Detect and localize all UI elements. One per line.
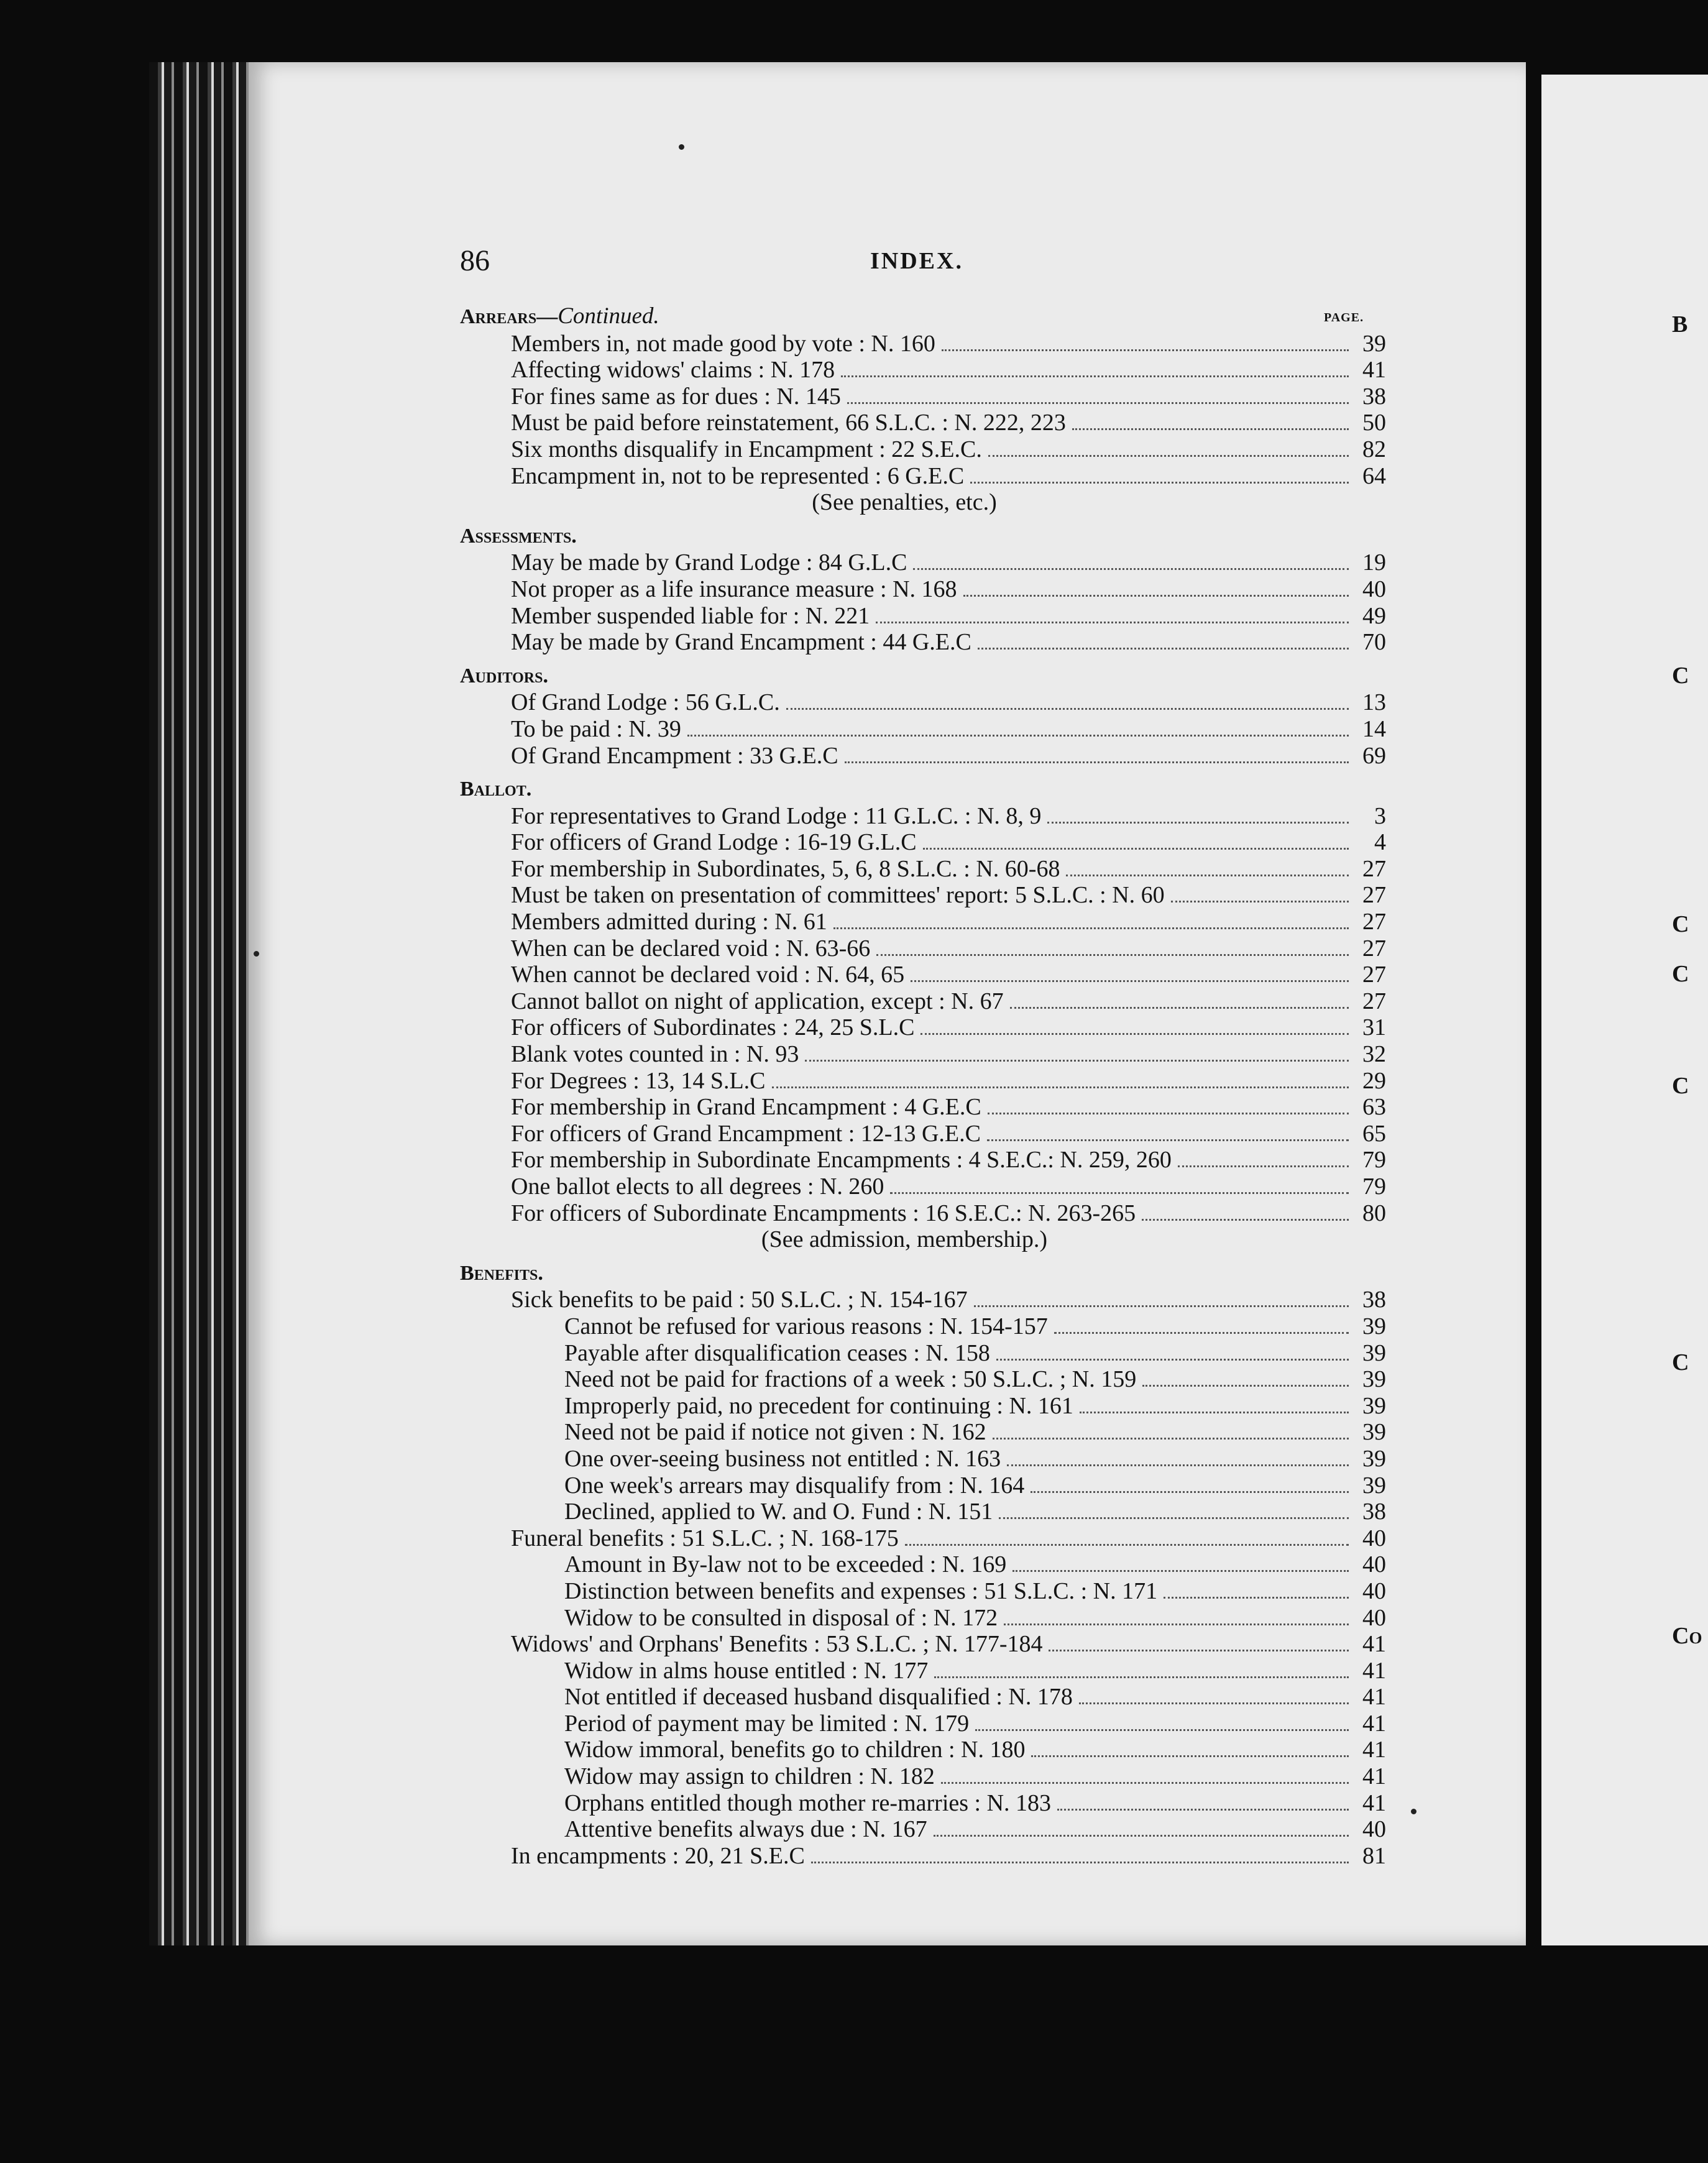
dot-leader (963, 595, 1349, 597)
entry-page-number: 40 (1362, 1604, 1386, 1631)
entry-text: Of Grand Encampment : 33 G.E.C (511, 742, 838, 769)
index-entry (460, 331, 1386, 357)
dot-leader (921, 1033, 1349, 1035)
dot-leader (833, 927, 1349, 929)
index-entry (460, 1340, 1386, 1367)
entry-page-number: 41 (1362, 1737, 1386, 1763)
index-entry (460, 1446, 1386, 1472)
section-heading-suffix: Continued. (558, 303, 659, 329)
dot-leader (1007, 1464, 1349, 1466)
entry-page-number: 41 (1362, 1763, 1386, 1790)
entry-text: For fines same as for dues : N. 145 (511, 383, 841, 410)
section-heading (460, 1261, 1386, 1287)
dot-leader (847, 402, 1349, 404)
ink-speck (679, 144, 684, 150)
entry-page-number: 41 (1362, 1789, 1386, 1816)
dot-leader (1047, 822, 1349, 824)
entry-text: Member suspended liable for : N. 221 (511, 602, 870, 629)
entry-page-number: 79 (1362, 1147, 1386, 1173)
section-heading-text: Ballot. (460, 778, 532, 801)
index-entry (460, 463, 1386, 490)
entry-text: Cannot be refused for various reasons : N. 154-157 (564, 1313, 1048, 1339)
entry-text: Encampment in, not to be represented : 6 G.E.C (511, 462, 965, 489)
entry-page-number: 41 (1362, 1710, 1386, 1737)
index-entry (460, 1173, 1386, 1200)
dot-leader (978, 648, 1349, 650)
entry-text: One ballot elects to all degrees : N. 260 (511, 1173, 884, 1200)
dot-leader (999, 1517, 1349, 1519)
entry-page-number: 27 (1362, 962, 1386, 988)
entry-text: Not proper as a life insurance measure : N. 168 (511, 576, 957, 602)
dot-leader (993, 1438, 1349, 1440)
entry-page-number: 40 (1362, 1816, 1386, 1843)
index-entry (460, 1684, 1386, 1711)
entry-text: Amount in By-law not to be exceeded : N. 169 (564, 1551, 1007, 1578)
entry-text: For officers of Subordinates : 24, 25 S.L.C (511, 1014, 915, 1041)
dot-leader (923, 848, 1349, 850)
index-entry (460, 1472, 1386, 1499)
entry-page-number: 27 (1362, 988, 1386, 1014)
facing-page-fragment: C (1672, 961, 1689, 987)
index-entry (460, 1200, 1386, 1227)
dot-leader (1066, 875, 1349, 876)
entry-text: Period of payment may be limited : N. 179 (564, 1710, 970, 1737)
entry-text: Sick benefits to be paid : 50 S.L.C. ; N. 154-167 (511, 1287, 968, 1313)
index-entry (460, 629, 1386, 656)
dot-leader (911, 980, 1349, 982)
dot-leader (841, 375, 1349, 377)
dot-leader (942, 349, 1349, 351)
entry-page-number: 40 (1362, 1551, 1386, 1578)
index-entry (460, 1843, 1386, 1870)
entry-text: For officers of Grand Lodge : 16-19 G.L.C (511, 829, 917, 856)
entry-page-number: 64 (1362, 462, 1386, 489)
dot-leader (974, 1305, 1349, 1307)
entry-page-number: 38 (1362, 1499, 1386, 1525)
dot-leader (970, 482, 1349, 484)
entry-page-number: 39 (1362, 1419, 1386, 1446)
see-also-note: (See admission, membership.) (761, 1226, 1048, 1253)
entry-text: Orphans entitled though mother re-marries : N. 183 (564, 1789, 1052, 1816)
dot-leader (805, 1060, 1349, 1062)
entry-text: Cannot ballot on night of application, except : N. 67 (511, 988, 1004, 1014)
entry-page-number: 39 (1362, 1392, 1386, 1419)
index-entry (460, 1499, 1386, 1525)
dot-leader (811, 1862, 1349, 1863)
index-entry (460, 1551, 1386, 1578)
index-entry (460, 829, 1386, 856)
entry-text: For membership in Subordinates, 5, 6, 8 S.L.C. : N. 60-68 (511, 855, 1060, 882)
entry-text: Widows' and Orphans' Benefits : 53 S.L.C. ; N. 177-184 (511, 1631, 1043, 1658)
entry-page-number: 50 (1362, 410, 1386, 436)
dot-leader (1010, 1007, 1349, 1009)
entry-text: In encampments : 20, 21 S.E.C (511, 1842, 805, 1869)
entry-text: To be paid : N. 39 (511, 715, 681, 742)
index-entry (460, 1763, 1386, 1790)
entry-page-number: 65 (1362, 1120, 1386, 1147)
entry-text: Widow in alms house entitled : N. 177 (564, 1657, 929, 1684)
section-heading (460, 523, 1386, 550)
entry-page-number: 39 (1362, 1445, 1386, 1472)
entry-text: Need not be paid for fractions of a week : 50 S.L.C. ; N. 159 (564, 1366, 1137, 1393)
entry-text: May be made by Grand Encampment : 44 G.E.C (511, 629, 971, 656)
index-list (460, 303, 1386, 1869)
index-entry (460, 410, 1386, 436)
entry-text: Distinction between benefits and expenses : 51 S.L.C. : N. 171 (564, 1577, 1158, 1604)
index-entry (460, 1578, 1386, 1605)
index-entry (460, 935, 1386, 962)
entry-text: For membership in Grand Encampment : 4 G.E.C (511, 1094, 981, 1121)
index-entry (460, 1525, 1386, 1552)
index-entry (460, 743, 1386, 769)
index-entry (460, 988, 1386, 1015)
dot-leader (1171, 901, 1349, 902)
index-entry (460, 1605, 1386, 1632)
dot-leader (987, 1139, 1349, 1141)
dot-leader (845, 761, 1349, 763)
entry-page-number: 14 (1362, 715, 1386, 742)
facing-page-fragment: Co (1672, 1623, 1702, 1649)
entry-text: Attentive benefits always due : N. 167 (564, 1816, 927, 1843)
dot-leader (988, 455, 1349, 457)
entry-page-number: 49 (1362, 602, 1386, 629)
section-heading (460, 663, 1386, 690)
index-entry (460, 549, 1386, 576)
entry-page-number: 27 (1362, 935, 1386, 962)
entry-text: Not entitled if deceased husband disqualified : N. 178 (564, 1684, 1073, 1711)
entry-page-number: 41 (1362, 357, 1386, 383)
dot-leader (772, 1086, 1349, 1088)
index-entry (460, 1014, 1386, 1041)
index-entry (460, 1737, 1386, 1763)
index-entry (460, 1711, 1386, 1737)
entry-text: Six months disqualify in Encampment : 22 S.E.C. (511, 436, 982, 462)
dot-leader (687, 735, 1349, 737)
index-entry (460, 689, 1386, 716)
entry-page-number: 38 (1362, 1287, 1386, 1313)
dot-leader (1080, 1412, 1349, 1413)
dot-leader (1164, 1597, 1349, 1599)
entry-page-number: 39 (1362, 1366, 1386, 1393)
dot-leader (913, 568, 1349, 570)
entry-text: Must be taken on presentation of committees' report: 5 S.L.C. : N. 60 (511, 882, 1165, 909)
entry-text: Improperly paid, no precedent for continuing : N. 161 (564, 1392, 1073, 1419)
facing-page-fragment: B (1672, 311, 1688, 338)
facing-page-fragment: C (1672, 911, 1689, 937)
entry-text: Of Grand Lodge : 56 G.L.C. (511, 689, 780, 716)
entry-text: May be made by Grand Lodge : 84 G.L.C (511, 549, 907, 576)
dot-leader (1178, 1165, 1349, 1167)
facing-page-fragment: C (1672, 1073, 1689, 1099)
index-entry (460, 1790, 1386, 1817)
index-entry (460, 357, 1386, 383)
dot-leader (876, 954, 1349, 956)
section-heading-text: Assessments. (460, 524, 577, 548)
facing-page-fragment: C (1672, 663, 1689, 689)
entry-page-number: 79 (1362, 1173, 1386, 1200)
entry-text: One week's arrears may disqualify from : N. 164 (564, 1472, 1025, 1499)
entry-text: Widow may assign to children : N. 182 (564, 1763, 935, 1790)
index-entry (460, 1287, 1386, 1313)
entry-page-number: 29 (1362, 1067, 1386, 1094)
section-heading (460, 303, 1386, 331)
section-heading-text: Benefits. (460, 1261, 543, 1285)
entry-page-number: 40 (1362, 1525, 1386, 1551)
entry-text: Members admitted during : N. 61 (511, 909, 827, 935)
entry-page-number: 63 (1362, 1094, 1386, 1121)
entry-text: For representatives to Grand Lodge : 11 G.L.C. : N. 8, 9 (511, 802, 1042, 829)
page-title: INDEX. (870, 248, 963, 274)
entry-page-number: 41 (1362, 1657, 1386, 1684)
entry-text: Funeral benefits : 51 S.L.C. ; N. 168-175 (511, 1525, 899, 1551)
entry-text: Blank votes counted in : N. 93 (511, 1041, 799, 1068)
dot-leader (1031, 1491, 1349, 1493)
index-entry (460, 1041, 1386, 1068)
entry-page-number: 27 (1362, 882, 1386, 909)
entry-page-number: 39 (1362, 1313, 1386, 1339)
index-entry (460, 882, 1386, 909)
index-entry (460, 1631, 1386, 1658)
entry-page-number: 39 (1362, 1339, 1386, 1366)
entry-page-number: 70 (1362, 629, 1386, 656)
entry-text: For membership in Subordinate Encampments : 4 S.E.C.: N. 259, 260 (511, 1147, 1172, 1173)
entry-text: When can be declared void : N. 63-66 (511, 935, 871, 962)
index-entry (460, 1068, 1386, 1095)
index-entry (460, 1313, 1386, 1340)
dot-leader (1142, 1219, 1349, 1221)
index-entry (460, 909, 1386, 935)
index-entry (460, 1816, 1386, 1843)
dot-leader (934, 1835, 1349, 1837)
index-entry (460, 1419, 1386, 1446)
entry-page-number: 40 (1362, 1577, 1386, 1604)
entry-page-number: 81 (1362, 1842, 1386, 1869)
entry-page-number: 80 (1362, 1200, 1386, 1226)
entry-page-number: 41 (1362, 1631, 1386, 1658)
entry-page-number: 4 (1374, 829, 1386, 856)
dot-leader (996, 1359, 1349, 1361)
dot-leader (1054, 1332, 1349, 1334)
index-entry (460, 1147, 1386, 1173)
page-number: 86 (460, 244, 490, 277)
facing-page-fragment: C (1672, 1349, 1689, 1375)
index-entry (460, 603, 1386, 630)
entry-page-number: 13 (1362, 689, 1386, 716)
entry-text: Widow to be consulted in disposal of : N. 172 (564, 1604, 998, 1631)
entry-page-number: 32 (1362, 1041, 1386, 1068)
dot-leader (786, 708, 1349, 710)
entry-page-number: 3 (1374, 802, 1386, 829)
index-entry (460, 1366, 1386, 1393)
ink-speck (1411, 1809, 1416, 1814)
entry-text: Must be paid before reinstatement, 66 S.L.C. : N. 222, 223 (511, 410, 1066, 436)
entry-text: Affecting widows' claims : N. 178 (511, 357, 835, 383)
dot-leader (941, 1782, 1349, 1784)
entry-text: For officers of Grand Encampment : 12-13 G.E.C (511, 1120, 981, 1147)
entry-text: Need not be paid if notice not given : N. 162 (564, 1419, 986, 1446)
index-entry (460, 962, 1386, 988)
entry-text: For officers of Subordinate Encampments : 16 S.E.C.: N. 263-265 (511, 1200, 1136, 1226)
section-heading (460, 776, 1386, 803)
index-entry (460, 803, 1386, 830)
dot-leader (1049, 1650, 1349, 1651)
dot-leader (975, 1729, 1349, 1731)
index-entry (460, 1094, 1386, 1121)
entry-page-number: 39 (1362, 1472, 1386, 1499)
entry-page-number: 38 (1362, 383, 1386, 410)
section-heading-text: Arrears— (460, 305, 558, 328)
ink-speck (254, 951, 259, 957)
entry-page-number: 27 (1362, 909, 1386, 935)
see-also-note: (See penalties, etc.) (812, 489, 997, 516)
dot-leader (890, 1192, 1349, 1194)
entry-text: When cannot be declared void : N. 64, 65 (511, 962, 905, 988)
entry-text: Declined, applied to W. and O. Fund : N. 151 (564, 1499, 993, 1525)
entry-page-number: 41 (1362, 1684, 1386, 1711)
section-heading-text: Auditors. (460, 664, 548, 687)
dot-leader (988, 1113, 1349, 1114)
entry-text: One over-seeing business not entitled : N. 163 (564, 1445, 1001, 1472)
index-entry (460, 436, 1386, 463)
dot-leader (1057, 1809, 1349, 1811)
page-column-label: PAGE. (1324, 311, 1364, 324)
dot-leader (1012, 1570, 1349, 1572)
entry-page-number: 82 (1362, 436, 1386, 462)
index-entry (460, 383, 1386, 410)
dot-leader (1031, 1755, 1349, 1757)
entry-text: Widow immoral, benefits go to children : N. 180 (564, 1737, 1026, 1763)
index-entry (460, 716, 1386, 743)
book-spine (149, 62, 261, 1945)
facing-page (1541, 75, 1708, 1945)
entry-page-number: 40 (1362, 576, 1386, 602)
dot-leader (905, 1544, 1349, 1546)
index-entry (460, 1393, 1386, 1420)
entry-page-number: 39 (1362, 330, 1386, 357)
entry-text: For Degrees : 13, 14 S.L.C (511, 1067, 766, 1094)
entry-page-number: 19 (1362, 549, 1386, 576)
entry-page-number: 31 (1362, 1014, 1386, 1041)
index-entry (460, 1658, 1386, 1684)
dot-leader (1142, 1385, 1349, 1387)
entry-page-number: 69 (1362, 742, 1386, 769)
dot-leader (1072, 428, 1349, 430)
dot-leader (876, 622, 1349, 623)
index-entry (460, 856, 1386, 883)
dot-leader (934, 1676, 1349, 1678)
entry-text: Members in, not made good by vote : N. 160 (511, 330, 935, 357)
index-entry (460, 1121, 1386, 1147)
dot-leader (1079, 1702, 1349, 1704)
index-entry (460, 576, 1386, 603)
dot-leader (1004, 1623, 1349, 1625)
entry-page-number: 27 (1362, 855, 1386, 882)
entry-text: Payable after disqualification ceases : N. 158 (564, 1339, 990, 1366)
